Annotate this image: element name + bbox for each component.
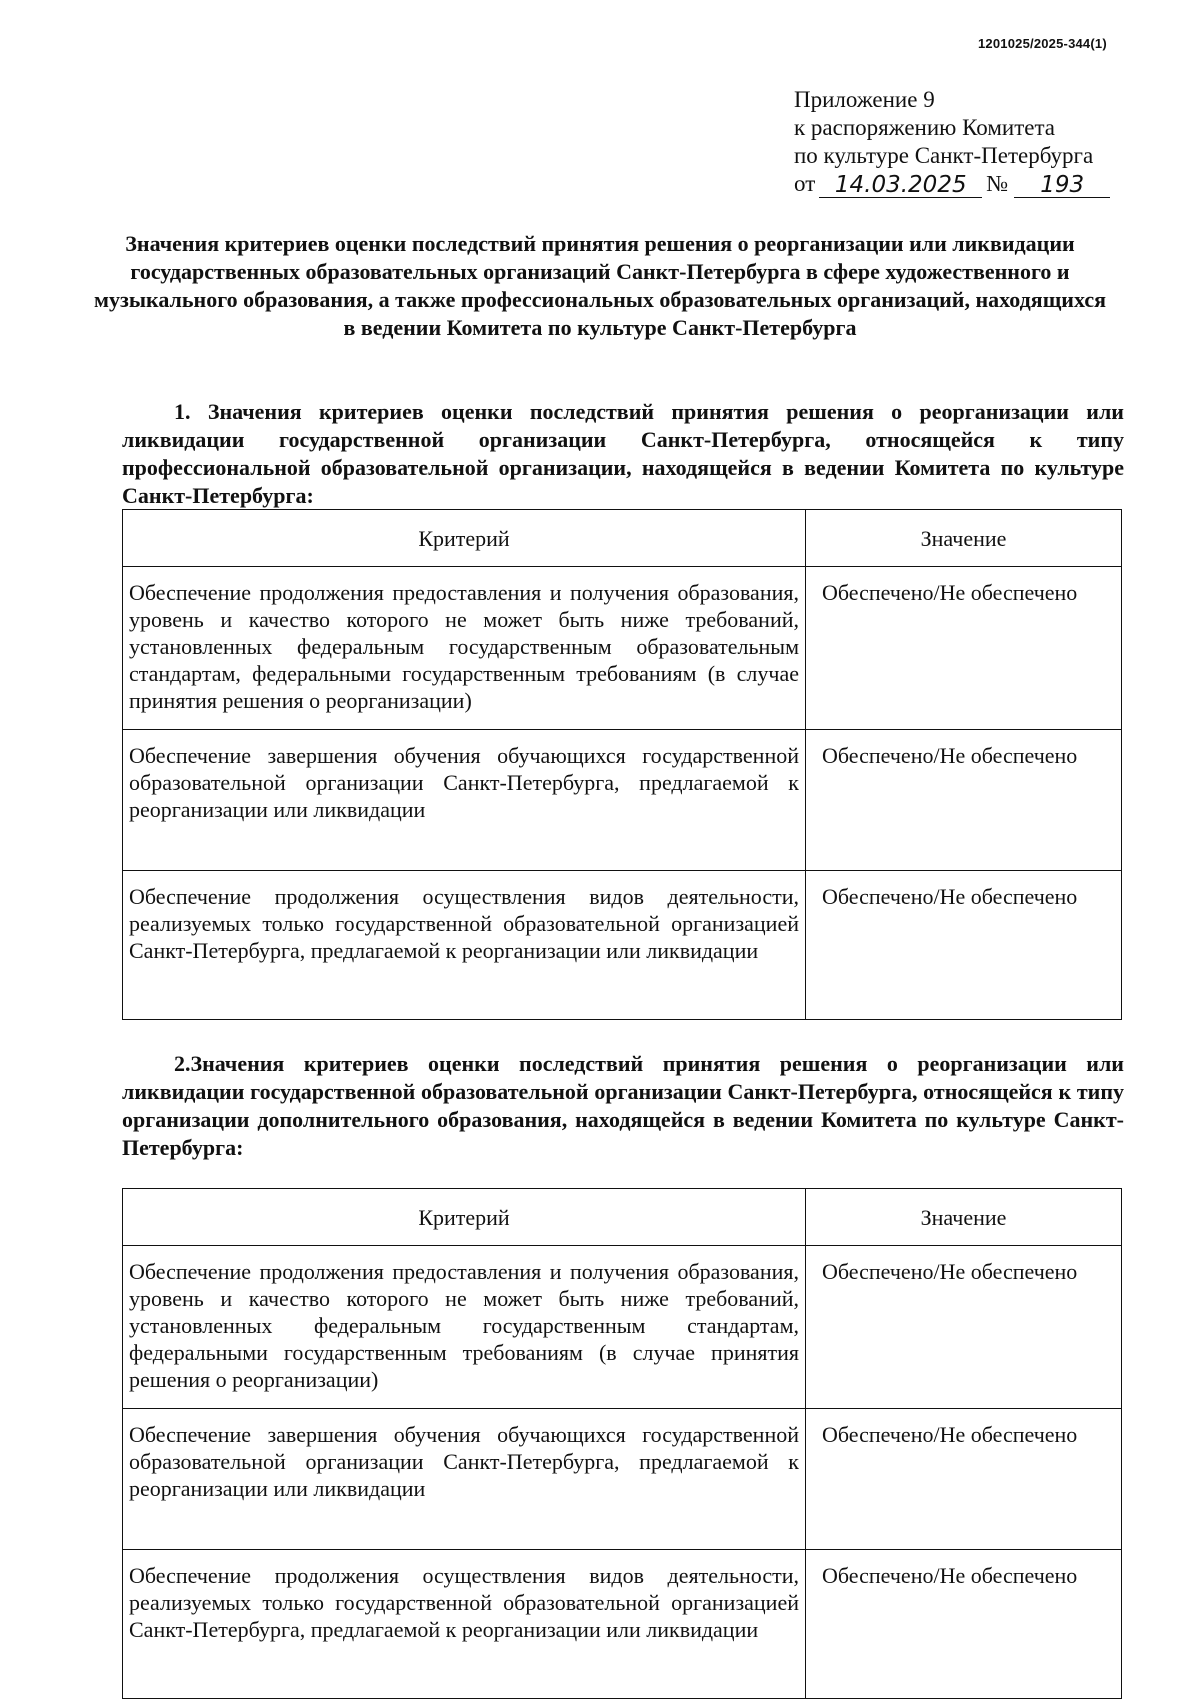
document-title: Значения критериев оценки последствий принятия решения о реорганизации или ликвидации государственных образовательных организаций Санкт-Петербурга в сфере художественного и музыкального образования, а также профессиональных образовательных организаций, находящихся в ведении Комитета по культуре Санкт-Петербурга [94,231,1106,340]
column-header-value: Значение [806,1189,1122,1246]
column-header-value: Значение [806,510,1122,567]
table-row [123,871,1122,1020]
section-1-heading: 1. Значения критериев оценки последствий принятия решения о реорганизации или ликвидации государственной организации Санкт-Петербурга, относящейся к типу профессиональной образовательной организации, находящейся в ведении Комитета по культуре Санкт-Петербурга: [122,399,1124,508]
column-header-criterion: Критерий [123,1189,806,1246]
number-sign: № [986,171,1009,196]
table-row [123,1550,1122,1699]
value-cell: Обеспечено/Не обеспечено [806,1409,1122,1550]
value-cell: Обеспечено/Не обеспечено [806,1246,1122,1409]
criterion-cell: Обеспечение завершения обучения обучающихся государственной образовательной организации Санкт-Петербурга, предлагаемой к реорганизации или ликвидации [123,730,806,871]
annex-block [794,86,1110,198]
annex-line-1: Приложение 9 [794,87,935,112]
criterion-cell: Обеспечение продолжения предоставления и получения образования, уровень и качество которого не может быть ниже требований, установленных федеральным государственным стандартам, федеральными государственным требованиям (в случае принятия решения о реорганизации) [123,1246,806,1409]
criteria-table-1 [122,509,1122,1020]
criterion-cell: Обеспечение продолжения осуществления видов деятельности, реализуемых только государственной образовательной организацией Санкт-Петербурга, предлагаемой к реорганизации или ликвидации [123,871,806,1020]
criteria-table-2 [122,1188,1122,1699]
table-header-row [123,510,1122,567]
document-reference-number: 1201025/2025-344(1) [978,36,1107,51]
table-header-row [123,1189,1122,1246]
table-row [123,1246,1122,1409]
criterion-cell: Обеспечение завершения обучения обучающихся государственной образовательной организации Санкт-Петербурга, предлагаемой к реорганизации или ликвидации [123,1409,806,1550]
value-cell: Обеспечено/Не обеспечено [806,730,1122,871]
criterion-cell: Обеспечение продолжения предоставления и получения образования, уровень и качество которого не может быть ниже требований, установленных федеральным государственным образовательным стандартам, федеральными государственным требованиям (в случае принятия решения о реорганизации) [123,567,806,730]
criterion-cell: Обеспечение продолжения осуществления видов деятельности, реализуемых только государственной образовательной организацией Санкт-Петербурга, предлагаемой к реорганизации или ликвидации [123,1550,806,1699]
annex-line-3: по культуре Санкт-Петербурга [794,143,1094,168]
table-row [123,567,1122,730]
table-row [123,1409,1122,1550]
value-cell: Обеспечено/Не обеспечено [806,871,1122,1020]
annex-date-number-line [794,170,1110,198]
section-2-heading: 2.Значения критериев оценки последствий принятия решения о реорганизации или ликвидации государственной образовательной организации Санкт-Петербурга, относящейся к типу организации дополнительного образования, находящейся в ведении Комитета по культуре Санкт-Петербурга: [122,1051,1124,1160]
date-prefix: от [794,171,816,196]
handwritten-date: 14.03.2025 [819,173,982,198]
annex-line-2: к распоряжению Комитета [794,115,1055,140]
value-cell: Обеспечено/Не обеспечено [806,567,1122,730]
table-row [123,730,1122,871]
handwritten-number: 193 [1014,173,1110,198]
column-header-criterion: Критерий [123,510,806,567]
value-cell: Обеспечено/Не обеспечено [806,1550,1122,1699]
